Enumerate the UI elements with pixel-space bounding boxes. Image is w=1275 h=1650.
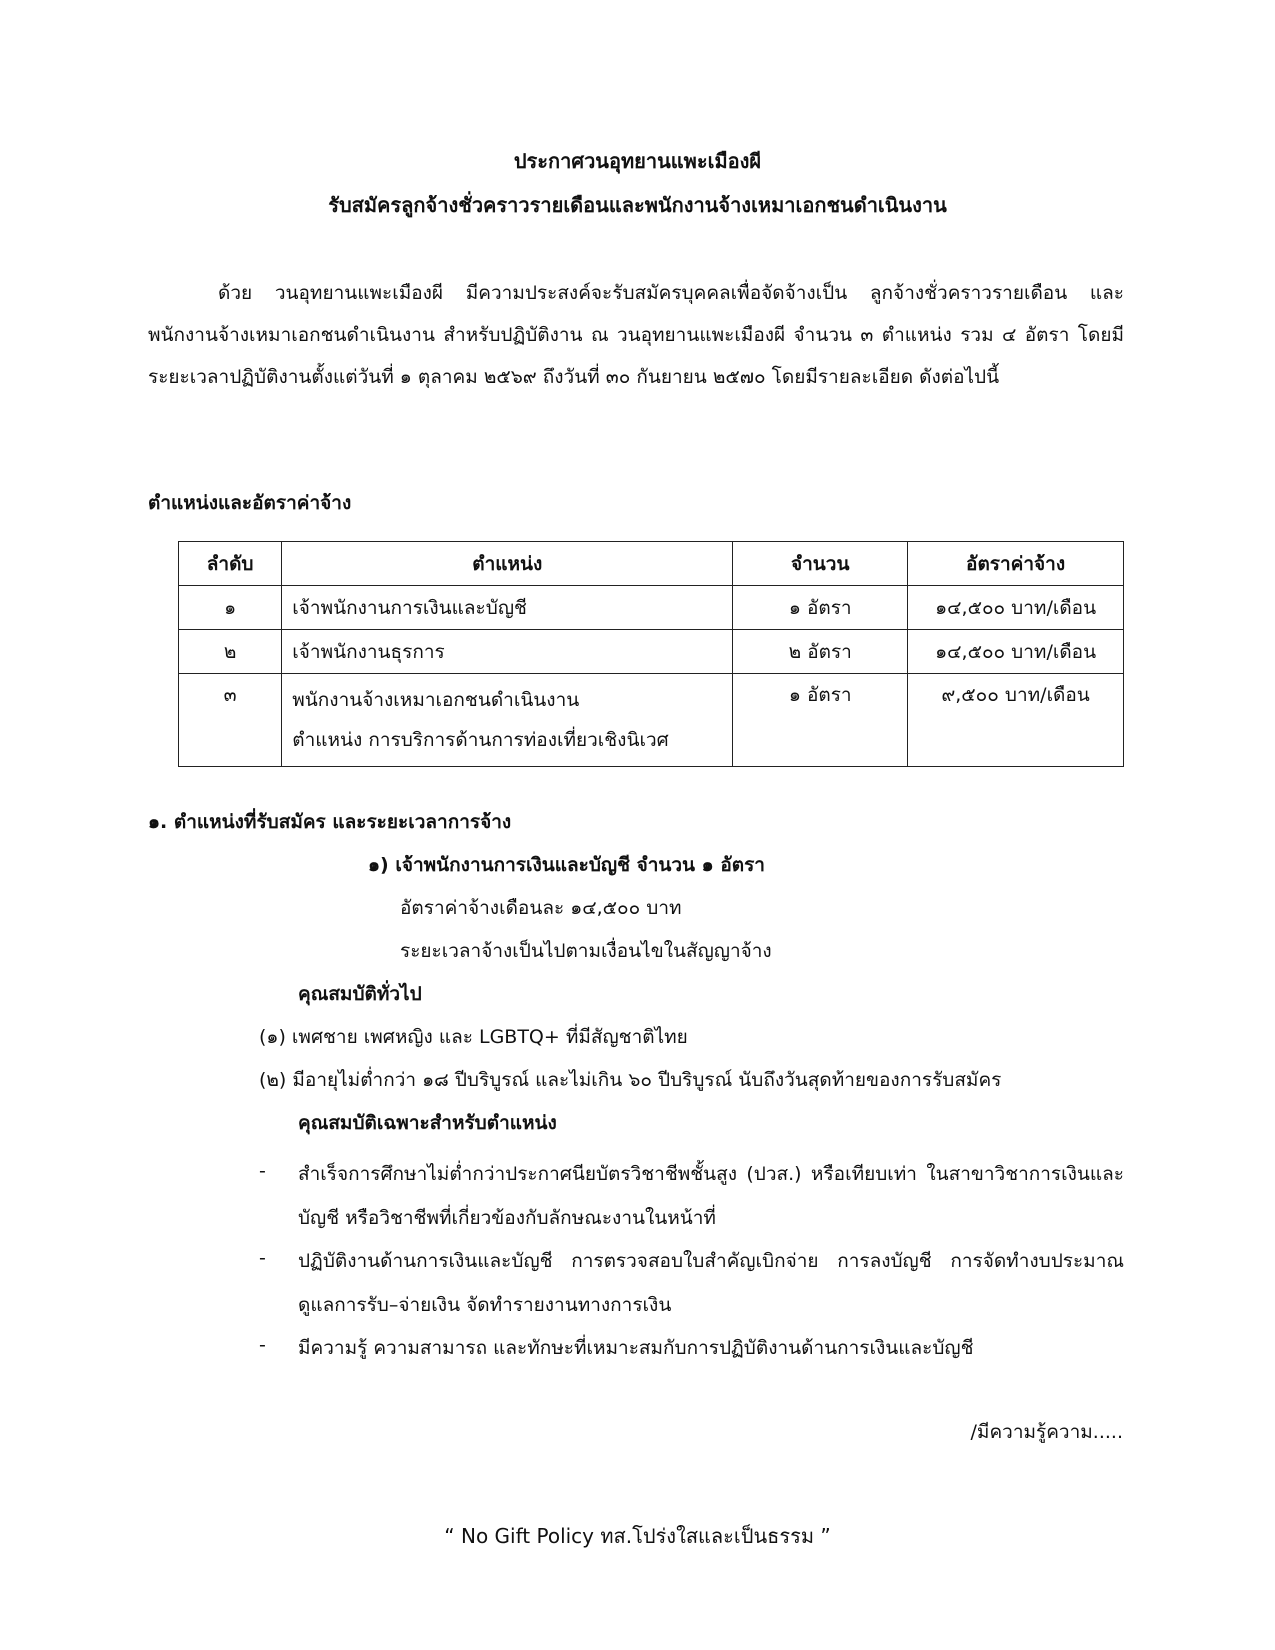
rate-line: อัตราค่าจ้างเดือนละ ๑๔,๕๐๐ บาท — [400, 897, 682, 919]
cell-count: ๑ อัตรา — [733, 586, 908, 630]
specific-qualifications-heading: คุณสมบัติเฉพาะสำหรับตำแหน่ง — [298, 1112, 557, 1134]
position-subheading: ๑) เจ้าพนักงานการเงินและบัญชี จำนวน ๑ อัตรา — [368, 854, 765, 876]
cell-count: ๒ อัตรา — [733, 630, 908, 674]
col-header-no: ลำดับ — [179, 542, 282, 586]
table-row — [179, 630, 1124, 674]
bullet-dash: - — [259, 1160, 266, 1182]
rates-heading: ตำแหน่งและอัตราค่าจ้าง — [148, 492, 352, 514]
cell-no: ๒ — [179, 630, 282, 674]
col-header-rate: อัตราค่าจ้าง — [908, 542, 1124, 586]
specific-item-3: มีความรู้ ความสามารถ และทักษะที่เหมาะสมกับการปฏิบัติงานด้านการเงินและบัญชี — [298, 1337, 974, 1359]
cell-rate: ๙,๕๐๐ บาท/เดือน — [908, 674, 1124, 767]
cell-position — [282, 674, 733, 767]
table-row — [179, 674, 1124, 767]
cell-count: ๑ อัตรา — [733, 674, 908, 767]
footer-policy: “ No Gift Policy ทส.โปร่งใสและเป็นธรรม ” — [444, 1524, 831, 1548]
cell-rate: ๑๔,๕๐๐ บาท/เดือน — [908, 586, 1124, 630]
cell-rate: ๑๔,๕๐๐ บาท/เดือน — [908, 630, 1124, 674]
cell-position: เจ้าพนักงานการเงินและบัญชี — [282, 586, 733, 630]
bullet-dash: - — [259, 1334, 266, 1356]
general-item-2: (๒) มีอายุไม่ต่ำกว่า ๑๘ ปีบริบูรณ์ และไม่เกิน ๖๐ ปีบริบูรณ์ นับถึงวันสุดท้ายของการรับสมัคร — [259, 1069, 1002, 1091]
bullet-dash: - — [259, 1247, 266, 1269]
continuation-note: /มีความรู้ความ..... — [970, 1421, 1123, 1443]
intro-paragraph — [148, 272, 1124, 398]
table-header-row — [179, 542, 1124, 586]
cell-position-line1: พนักงานจ้างเหมาเอกชนดำเนินงาน — [292, 689, 580, 711]
intro-text: ด้วย วนอุทยานแพะเมืองผี มีความประสงค์จะรับสมัครบุคคลเพื่อจัดจ้างเป็น ลูกจ้างชั่วคราวรายเดือน และพนักงานจ้างเหมาเอกชนดำเนินงาน สำหรับปฏิบัติงาน ณ วนอุทยานแพะเมืองผี จำนวน ๓ ตำแหน่ง รวม ๔ อัตรา โดยมีระยะเวลาปฏิบัติงานตั้งแต่วันที่ ๑ ตุลาคม ๒๕๖๙ ถึงวันที่ ๓๐ กันยายน ๒๕๗๐ โดยมีรายละเอียด ดังต่อไปนี้ — [148, 282, 1124, 388]
cell-no: ๑ — [179, 586, 282, 630]
cell-position: เจ้าพนักงานธุรการ — [282, 630, 733, 674]
general-qualifications-heading: คุณสมบัติทั่วไป — [298, 983, 422, 1005]
general-item-1: (๑) เพศชาย เพศหญิง และ LGBTQ+ ที่มีสัญชาติไทย — [259, 1026, 688, 1048]
period-line: ระยะเวลาจ้างเป็นไปตามเงื่อนไขในสัญญาจ้าง — [400, 940, 772, 962]
rates-table — [178, 541, 1124, 767]
announcement-title: ประกาศวนอุทยานแพะเมืองผี — [513, 149, 762, 173]
announcement-subtitle: รับสมัครลูกจ้างชั่วคราวรายเดือนและพนักงานจ้างเหมาเอกชนดำเนินงาน — [328, 193, 947, 217]
specific-item-2: ปฏิบัติงานด้านการเงินและบัญชี การตรวจสอบใบสำคัญเบิกจ่าย การลงบัญชี การจัดทำงบประมาณ ดูแลการรับ–จ่ายเงิน จัดทำรายงานทางการเงิน — [298, 1250, 1124, 1316]
col-header-position: ตำแหน่ง — [282, 542, 733, 586]
col-header-count: จำนวน — [733, 542, 908, 586]
cell-position-line2: ตำแหน่ง การบริการด้านการท่องเที่ยวเชิงนิเวศ — [292, 729, 669, 751]
specific-item-1: สำเร็จการศึกษาไม่ต่ำกว่าประกาศนียบัตรวิชาชีพชั้นสูง (ปวส.) หรือเทียบเท่า ในสาขาวิชาการเงินและบัญชี หรือวิชาชีพที่เกี่ยวข้องกับลักษณะงานในหน้าที่ — [298, 1163, 1124, 1229]
table-row — [179, 586, 1124, 630]
cell-no: ๓ — [179, 674, 282, 767]
section1-heading: ๑. ตำแหน่งที่รับสมัคร และระยะเวลาการจ้าง — [148, 811, 512, 833]
